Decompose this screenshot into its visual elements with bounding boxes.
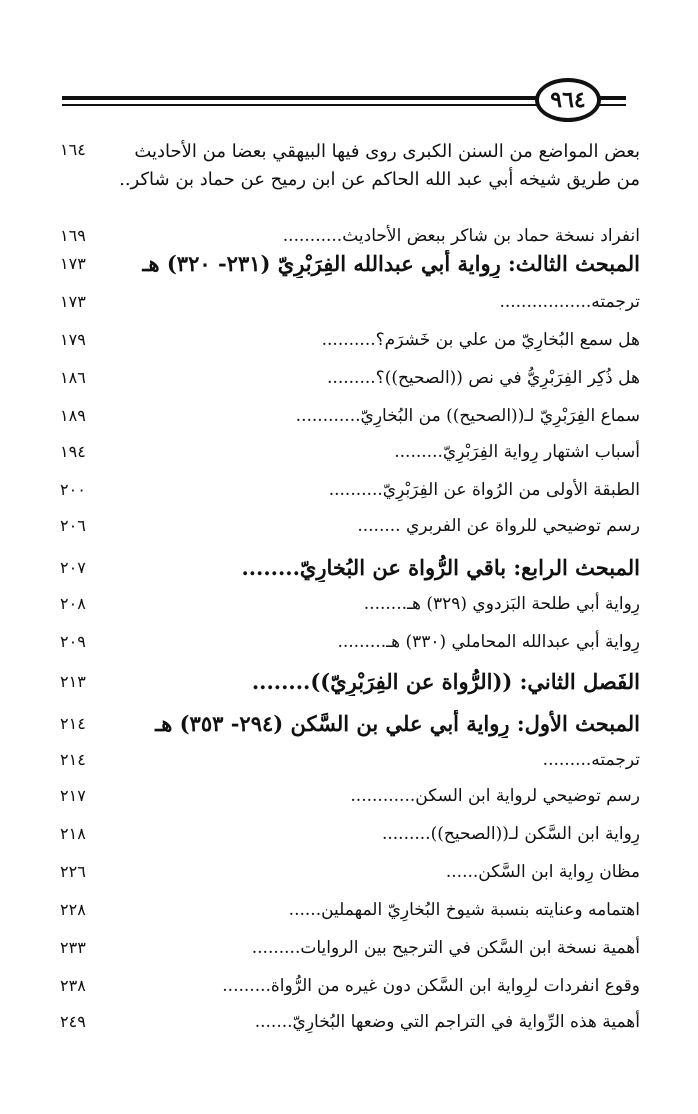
toc-entry-page: ٢٢٨ (60, 900, 86, 919)
toc-entry-page: ٢٤٩ (60, 1012, 86, 1031)
toc-entry-page: ٢٠٦ (60, 516, 86, 535)
toc-entry-title: سماع الفِرَبْرِيّ لـ((الصحيح)) من البُخارِيّ............ (295, 406, 640, 426)
toc-entry-page: ١٧٣ (60, 292, 86, 311)
toc-entry-title: هل ذُكِر الفِرَبْرِيُّ في نص ((الصحيح))؟......... (327, 368, 640, 388)
toc-entry-title: ترجمته......... (542, 750, 640, 770)
toc-entry-page: ١٨٦ (60, 368, 86, 387)
toc-entry-page: ٢٠٨ (60, 594, 86, 613)
toc-entry-title: رِواية أبي طلحة البَزدوي (٣٢٩) هـ........ (363, 594, 640, 614)
toc-entry-title: هل سمع البُخارِيّ من علي بن خَشرَم؟.......... (321, 330, 640, 350)
header-rule-left-thin (62, 104, 538, 106)
toc-entry-title: أهمية نسخة ابن السَّكن في الترجيح بين الروايات......... (251, 938, 640, 958)
toc-entry-page: ٢٣٨ (60, 976, 86, 995)
toc-entry-page: ١٧٩ (60, 330, 86, 349)
toc-entry-title: ترجمته................. (499, 292, 640, 312)
toc-entry-title: رِواية أبي عبدالله المحاملي (٣٣٠) هـ......... (337, 632, 640, 652)
toc-entry-page: ٢٠٩ (60, 632, 86, 651)
page-number: ٩٦٤ (535, 78, 601, 122)
toc-entry-title: المبحث الثالث: رِواية أبي عبدالله الفِرَبْرِيّ (٢٣١- ٣٢٠) هـ (142, 251, 640, 276)
toc-entry-page: ٢٠٠ (60, 480, 86, 499)
toc-entry-title: وقوع انفردات لرِواية ابن السَّكن دون غيره من الرُّواة......... (222, 976, 640, 996)
toc-entry-title: اهتمامه وعنايته بنسبة شيوخ البُخارِيّ المهملين...... (288, 900, 640, 920)
toc-entry-page: ٢١٨ (60, 824, 86, 843)
toc-entry-title: المبحث الأول: رِواية أبي علي بن السَّكن (٢٩٤- ٣٥٣) هـ (155, 711, 640, 736)
toc-entry-page: ٢١٤ (60, 750, 86, 769)
toc-entry-title: المبحث الرابع: باقي الرُّواة عن البُخارِيّ........ (241, 555, 640, 580)
toc-entry-page: ٢١٤ (60, 714, 86, 733)
toc-entry-title: الفَصل الثاني: ((الرُّواة عن الفِرَبْرِيّ))........ (251, 669, 640, 694)
toc-entry-page: ١٦٩ (60, 226, 86, 245)
toc-entry-page: ١٧٣ (60, 254, 86, 273)
toc-entry-title: مظان رِواية ابن السَّكن...... (445, 862, 640, 882)
toc-entry-title: رسم توضيحي لرواية ابن السكن............ (350, 786, 640, 806)
toc-entry-title: أهمية هذه الرِّواية في التراجم التي وضعها البُخارِيّ....... (254, 1012, 640, 1032)
toc-entry-page: ٢٣٣ (60, 938, 86, 957)
toc-entry-page: ١٨٩ (60, 406, 86, 425)
toc-entry-page: ١٩٤ (60, 442, 86, 461)
page-header (0, 0, 698, 130)
header-rule-right (598, 96, 626, 100)
toc-entry-page: ٢١٧ (60, 786, 86, 805)
toc-entry-page: ١٦٤ (60, 140, 86, 159)
toc-entry-title: بعض المواضع من السنن الكبرى روى فيها البيهقي بعضا من الأحاديث من طريق شيخه أبي عبد الله الحاكم عن ابن رميح عن حماد بن شاكر.. (119, 141, 640, 190)
toc-entry-title: رسم توضيحي للرواة عن الفربري ........ (357, 516, 640, 536)
toc-entry-page: ٢١٣ (60, 672, 86, 691)
header-rule-right-thin (598, 104, 626, 106)
toc-entry-title: أسباب اشتهار رِواية الفِرَبْرِيّ......... (394, 442, 640, 462)
toc-entry-title: الطبقة الأولى من الرُواة عن الفِرَبْرِيّ.......... (328, 480, 640, 500)
toc-entry-page: ٢٠٧ (60, 558, 86, 577)
toc-entry-title: رِواية ابن السَّكن لـ((الصحيح))......... (381, 824, 640, 844)
toc-entry-page: ٢٢٦ (60, 862, 86, 881)
toc-entry-title: انفراد نسخة حماد بن شاكر ببعض الأحاديث........... (282, 226, 640, 246)
header-rule-left (62, 96, 538, 100)
